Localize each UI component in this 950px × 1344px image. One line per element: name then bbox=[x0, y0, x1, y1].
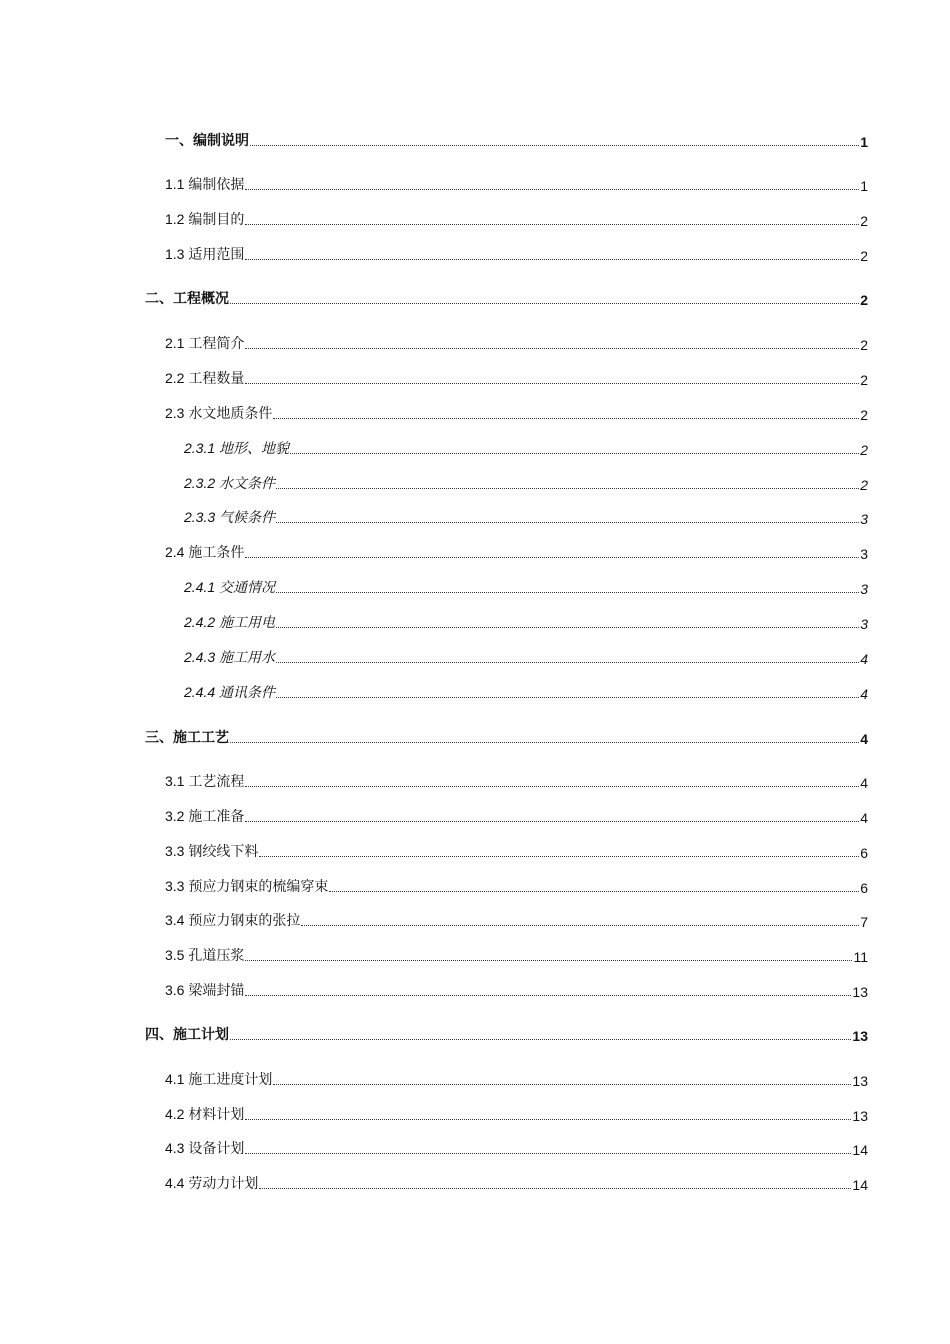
toc-entry-3[interactable] bbox=[145, 727, 868, 747]
toc-page-number: 1 bbox=[860, 134, 868, 150]
toc-label: 4.2 材料计划 bbox=[165, 1106, 245, 1122]
toc-label: 3.5 孔道压浆 bbox=[165, 947, 245, 963]
toc-page-number: 11 bbox=[853, 949, 868, 965]
toc-label: 四、施工计划 bbox=[145, 1026, 229, 1042]
dot-leader bbox=[276, 488, 859, 489]
toc-page-number: 2 bbox=[860, 407, 868, 423]
toc-page-number: 2 bbox=[860, 248, 868, 264]
toc-entry-3-1[interactable] bbox=[165, 771, 868, 791]
dot-leader bbox=[273, 418, 859, 419]
toc-page-number: 3 bbox=[860, 546, 868, 562]
dot-leader bbox=[276, 662, 859, 663]
dot-leader bbox=[245, 383, 859, 384]
toc-page-number: 1 bbox=[860, 178, 868, 194]
toc-label: 三、施工工艺 bbox=[145, 729, 229, 745]
toc-page-number: 2 bbox=[860, 477, 868, 493]
toc-page-number: 4 bbox=[860, 775, 868, 791]
toc-label: 4.1 施工进度计划 bbox=[165, 1071, 273, 1087]
toc-page-number: 6 bbox=[860, 880, 868, 896]
dot-leader bbox=[245, 348, 859, 349]
dot-leader bbox=[259, 856, 859, 857]
toc-label: 2.3.2 水文条件 bbox=[184, 475, 276, 491]
toc-entry-3-3[interactable] bbox=[165, 841, 868, 861]
toc-page-number: 4 bbox=[860, 731, 868, 747]
dot-leader bbox=[245, 557, 859, 558]
toc-label: 二、工程概况 bbox=[145, 290, 229, 306]
dot-leader bbox=[276, 522, 859, 523]
toc-label: 4.3 设备计划 bbox=[165, 1140, 245, 1156]
toc-page-number: 4 bbox=[860, 651, 868, 667]
toc-entry-3-3b[interactable] bbox=[165, 876, 868, 896]
toc-label: 2.4.1 交通情况 bbox=[184, 579, 276, 595]
toc-label: 3.3 预应力钢束的梳编穿束 bbox=[165, 878, 329, 894]
toc-entry-4-3[interactable] bbox=[165, 1138, 868, 1158]
dot-leader bbox=[230, 303, 859, 304]
toc-page-number: 2 bbox=[860, 213, 868, 229]
dot-leader bbox=[230, 1039, 851, 1040]
dot-leader bbox=[245, 1119, 851, 1120]
toc-entry-2-4-2[interactable] bbox=[184, 612, 868, 632]
toc-label: 1.1 编制依据 bbox=[165, 176, 245, 192]
toc-label: 2.2 工程数量 bbox=[165, 370, 245, 386]
dot-leader bbox=[245, 189, 859, 190]
toc-page-number: 3 bbox=[860, 581, 868, 597]
toc-label: 4.4 劳动力计划 bbox=[165, 1175, 259, 1191]
toc-entry-1[interactable] bbox=[165, 130, 868, 150]
dot-leader bbox=[290, 453, 859, 454]
toc-page-number: 14 bbox=[852, 1142, 868, 1158]
toc-page-number: 13 bbox=[852, 1028, 868, 1044]
dot-leader bbox=[250, 145, 859, 146]
dot-leader bbox=[245, 995, 851, 996]
toc-entry-2-4-1[interactable] bbox=[184, 577, 868, 597]
dot-leader bbox=[245, 821, 859, 822]
toc-label: 2.3 水文地质条件 bbox=[165, 405, 273, 421]
toc-page-number: 14 bbox=[852, 1177, 868, 1193]
dot-leader bbox=[245, 1153, 851, 1154]
toc-page-number: 2 bbox=[860, 372, 868, 388]
dot-leader bbox=[276, 627, 859, 628]
toc-label: 2.1 工程简介 bbox=[165, 335, 245, 351]
toc-entry-3-6[interactable] bbox=[165, 980, 868, 1000]
toc-label: 1.3 适用范围 bbox=[165, 246, 245, 262]
toc-label: 2.3.3 气候条件 bbox=[184, 509, 276, 525]
toc-entry-3-2[interactable] bbox=[165, 806, 868, 826]
toc-entry-4-1[interactable] bbox=[165, 1069, 868, 1089]
toc-page-number: 4 bbox=[860, 686, 868, 702]
dot-leader bbox=[245, 224, 859, 225]
dot-leader bbox=[230, 742, 859, 743]
toc-entry-2-3-1[interactable] bbox=[184, 438, 868, 458]
toc-label: 2.4.2 施工用电 bbox=[184, 614, 276, 630]
toc-label: 一、编制说明 bbox=[165, 132, 249, 148]
toc-label: 1.2 编制目的 bbox=[165, 211, 245, 227]
toc-label: 2.4.3 施工用水 bbox=[184, 649, 276, 665]
toc-page-number: 6 bbox=[860, 845, 868, 861]
toc-entry-2-2[interactable] bbox=[165, 368, 868, 388]
toc-entry-2[interactable] bbox=[145, 288, 868, 308]
toc-entry-3-5[interactable] bbox=[165, 945, 868, 965]
toc-label: 3.1 工艺流程 bbox=[165, 773, 245, 789]
toc-entry-2-1[interactable] bbox=[165, 333, 868, 353]
toc-entry-1-3[interactable] bbox=[165, 244, 868, 264]
toc-page-number: 3 bbox=[860, 511, 868, 527]
toc-entry-2-3-3[interactable] bbox=[184, 507, 868, 527]
toc-label: 3.6 梁端封锚 bbox=[165, 982, 245, 998]
toc-label: 3.4 预应力钢束的张拉 bbox=[165, 912, 301, 928]
toc-entry-1-1[interactable] bbox=[165, 174, 868, 194]
toc-entry-2-4-4[interactable] bbox=[184, 682, 868, 702]
toc-page-number: 13 bbox=[852, 1108, 868, 1124]
dot-leader bbox=[276, 592, 859, 593]
toc-entry-2-3[interactable] bbox=[165, 403, 868, 423]
toc-page-number: 7 bbox=[860, 914, 868, 930]
toc-page-number: 2 bbox=[860, 337, 868, 353]
dot-leader bbox=[245, 259, 859, 260]
dot-leader bbox=[273, 1084, 851, 1085]
toc-page-number: 2 bbox=[860, 292, 868, 308]
dot-leader bbox=[259, 1188, 851, 1189]
toc-entry-2-4-3[interactable] bbox=[184, 647, 868, 667]
dot-leader bbox=[329, 891, 859, 892]
dot-leader bbox=[245, 786, 859, 787]
toc-entry-4-4[interactable] bbox=[165, 1173, 868, 1193]
toc-label: 3.3 钢绞线下料 bbox=[165, 843, 259, 859]
toc-page-number: 13 bbox=[852, 984, 868, 1000]
toc-entry-1-2[interactable] bbox=[165, 209, 868, 229]
toc-page-number: 2 bbox=[860, 442, 868, 458]
toc-label: 2.4.4 通讯条件 bbox=[184, 684, 276, 700]
toc-label: 2.4 施工条件 bbox=[165, 544, 245, 560]
toc-entry-3-4[interactable] bbox=[165, 910, 868, 930]
toc-page-number: 3 bbox=[860, 616, 868, 632]
toc-entry-4[interactable] bbox=[145, 1024, 868, 1044]
dot-leader bbox=[276, 697, 859, 698]
toc-page-number: 4 bbox=[860, 810, 868, 826]
toc-entry-2-4[interactable] bbox=[165, 542, 868, 562]
toc-page-number: 13 bbox=[852, 1073, 868, 1089]
dot-leader bbox=[245, 960, 852, 961]
toc-label: 3.2 施工准备 bbox=[165, 808, 245, 824]
toc-label: 2.3.1 地形、地貌 bbox=[184, 440, 290, 456]
toc-entry-4-2[interactable] bbox=[165, 1104, 868, 1124]
dot-leader bbox=[301, 925, 859, 926]
toc-entry-2-3-2[interactable] bbox=[184, 473, 868, 493]
